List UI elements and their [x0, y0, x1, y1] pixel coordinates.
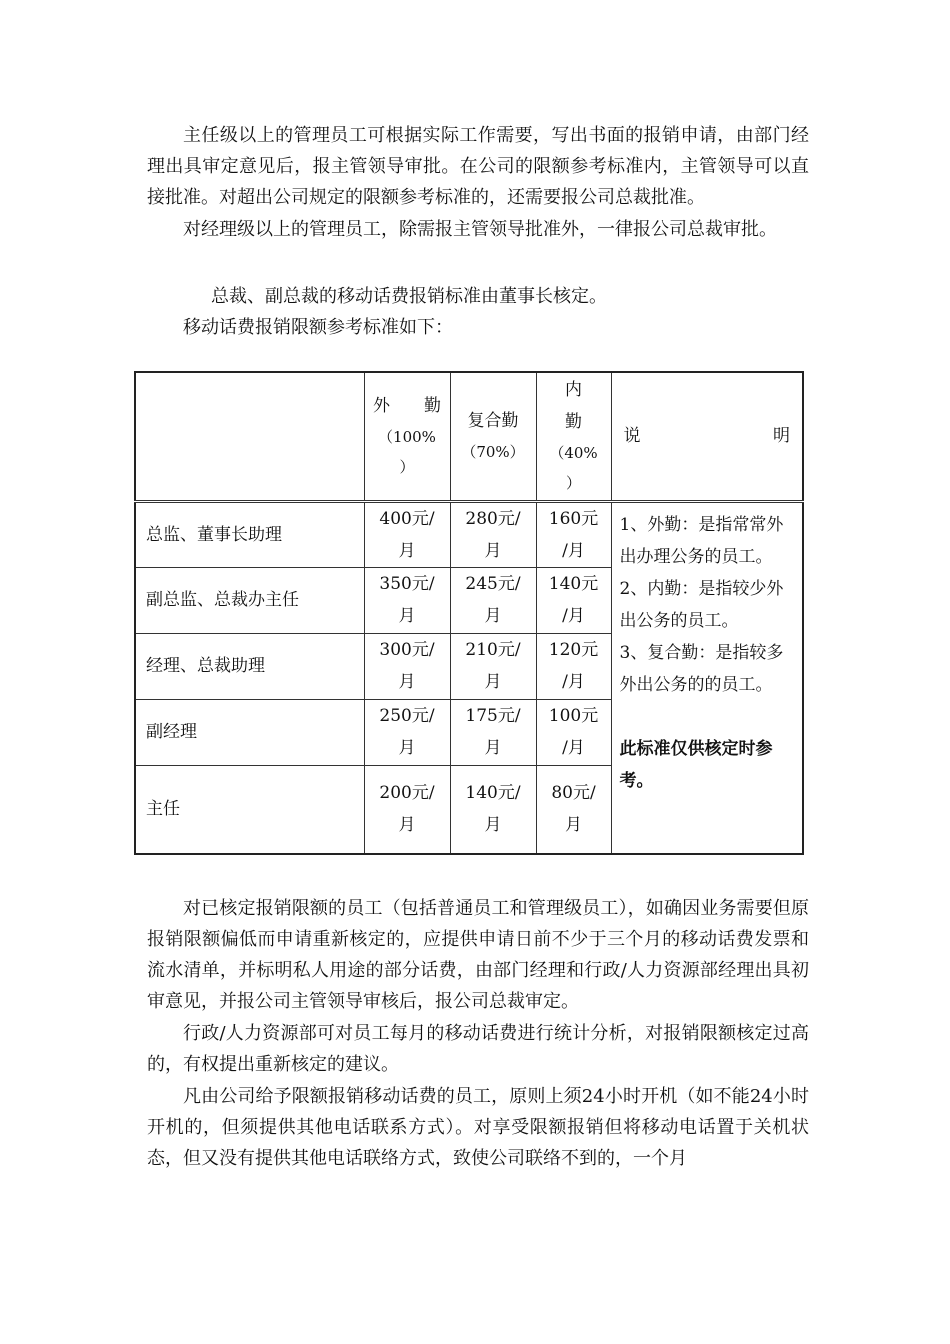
header-neiqin-percent: （40% — [549, 444, 598, 463]
neiqin-amount: 140元 /月 — [536, 567, 611, 633]
fuhe-amount: 245元/ 月 — [450, 567, 536, 633]
waiqin-amount: 400元/ 月 — [364, 501, 450, 567]
waiqin-amount: 250元/ 月 — [364, 699, 450, 765]
header-waiqin-percent-close: ） — [399, 458, 415, 477]
role-cell: 主任 — [135, 765, 364, 854]
role-cell: 经理、总裁助理 — [135, 633, 364, 699]
paragraph-manager-approval: 对经理级以上的管理员工，除需报主管领导批准外，一律报公司总裁审批。 — [183, 219, 777, 240]
header-fuhe-label: 复合勤 — [467, 411, 519, 432]
waiqin-amount: 300元/ 月 — [364, 633, 450, 699]
table-header-row — [135, 372, 803, 501]
note-reference-only: 此标准仅供核定时参考。 — [619, 738, 773, 791]
table-row — [135, 501, 803, 567]
header-waiqin-percent: （100% — [378, 428, 436, 447]
header-waiqin-label: 外 勤 — [373, 396, 441, 417]
role-cell: 副总监、总裁办主任 — [135, 567, 364, 633]
paragraph-president-standard: 总裁、副总裁的移动话费报销标准由董事长核定。 — [211, 286, 607, 307]
header-neiqin-percent-close: ） — [565, 474, 581, 493]
header-note-label-a: 说 — [623, 426, 641, 447]
fuhe-amount: 140元/ 月 — [450, 765, 536, 854]
header-waiqin — [364, 372, 450, 501]
note-fuhe: 3、复合勤：是指较多外出公务的的员工。 — [619, 642, 784, 695]
header-blank-cell — [135, 372, 364, 501]
header-fuhe-percent: （70%） — [461, 443, 525, 462]
note-neiqin: 2、内勤：是指较少外出公务的员工。 — [619, 578, 784, 631]
waiqin-amount: 350元/ 月 — [364, 567, 450, 633]
header-note-label-b: 明 — [773, 426, 790, 447]
header-neiqin — [536, 372, 611, 501]
fuhe-amount: 210元/ 月 — [450, 633, 536, 699]
neiqin-amount: 120元 /月 — [536, 633, 611, 699]
notes-cell — [611, 501, 803, 854]
fuhe-amount: 280元/ 月 — [450, 501, 536, 567]
neiqin-amount: 100元 /月 — [536, 699, 611, 765]
header-neiqin-label-a: 内 — [565, 380, 582, 401]
fuhe-amount: 175元/ 月 — [450, 699, 536, 765]
role-cell: 总监、董事长助理 — [135, 501, 364, 567]
header-neiqin-label-b: 勤 — [565, 412, 582, 433]
paragraph-statistics: 行政/人力资源部可对员工每月的移动话费进行统计分析，对报销限额核定过高的，有权提出重新核定的建议。 — [147, 1023, 809, 1075]
role-cell: 副经理 — [135, 699, 364, 765]
paragraph-table-intro: 移动话费报销限额参考标准如下： — [183, 317, 453, 338]
paragraph-24h-availability: 凡由公司给予限额报销移动话费的员工，原则上须24小时开机（如不能24小时开机的，但须提供其他电话联系方式）。对享受限额报销但将移动电话置于关机状态，但又没有提供其他电话联络方式，致使公司联络不到的，一个月 — [147, 1086, 809, 1169]
neiqin-amount: 80元/ 月 — [536, 765, 611, 854]
note-waiqin: 1、外勤：是指常常外出办理公务的员工。 — [619, 514, 784, 567]
header-fuhe — [450, 372, 536, 501]
neiqin-amount: 160元 /月 — [536, 501, 611, 567]
paragraph-approval-process: 主任级以上的管理员工可根据实际工作需要，写出书面的报销申请，由部门经理出具审定意见后，报主管领导审批。在公司的限额参考标准内，主管领导可以直接批准。对超出公司规定的限额参考标准的，还需要报公司总裁批准。 — [147, 125, 809, 208]
reimbursement-limit-table — [134, 371, 804, 855]
header-note — [611, 372, 803, 501]
waiqin-amount: 200元/ 月 — [364, 765, 450, 854]
paragraph-reassessment: 对已核定报销限额的员工（包括普通员工和管理级员工），如确因业务需要但原报销限额偏低而申请重新核定的，应提供申请日前不少于三个月的移动话费发票和流水清单，并标明私人用途的部分话费，由部门经理和行政/人力资源部经理出具初审意见，并报公司主管领导审核后，报公司总裁审定。 — [147, 898, 809, 1012]
